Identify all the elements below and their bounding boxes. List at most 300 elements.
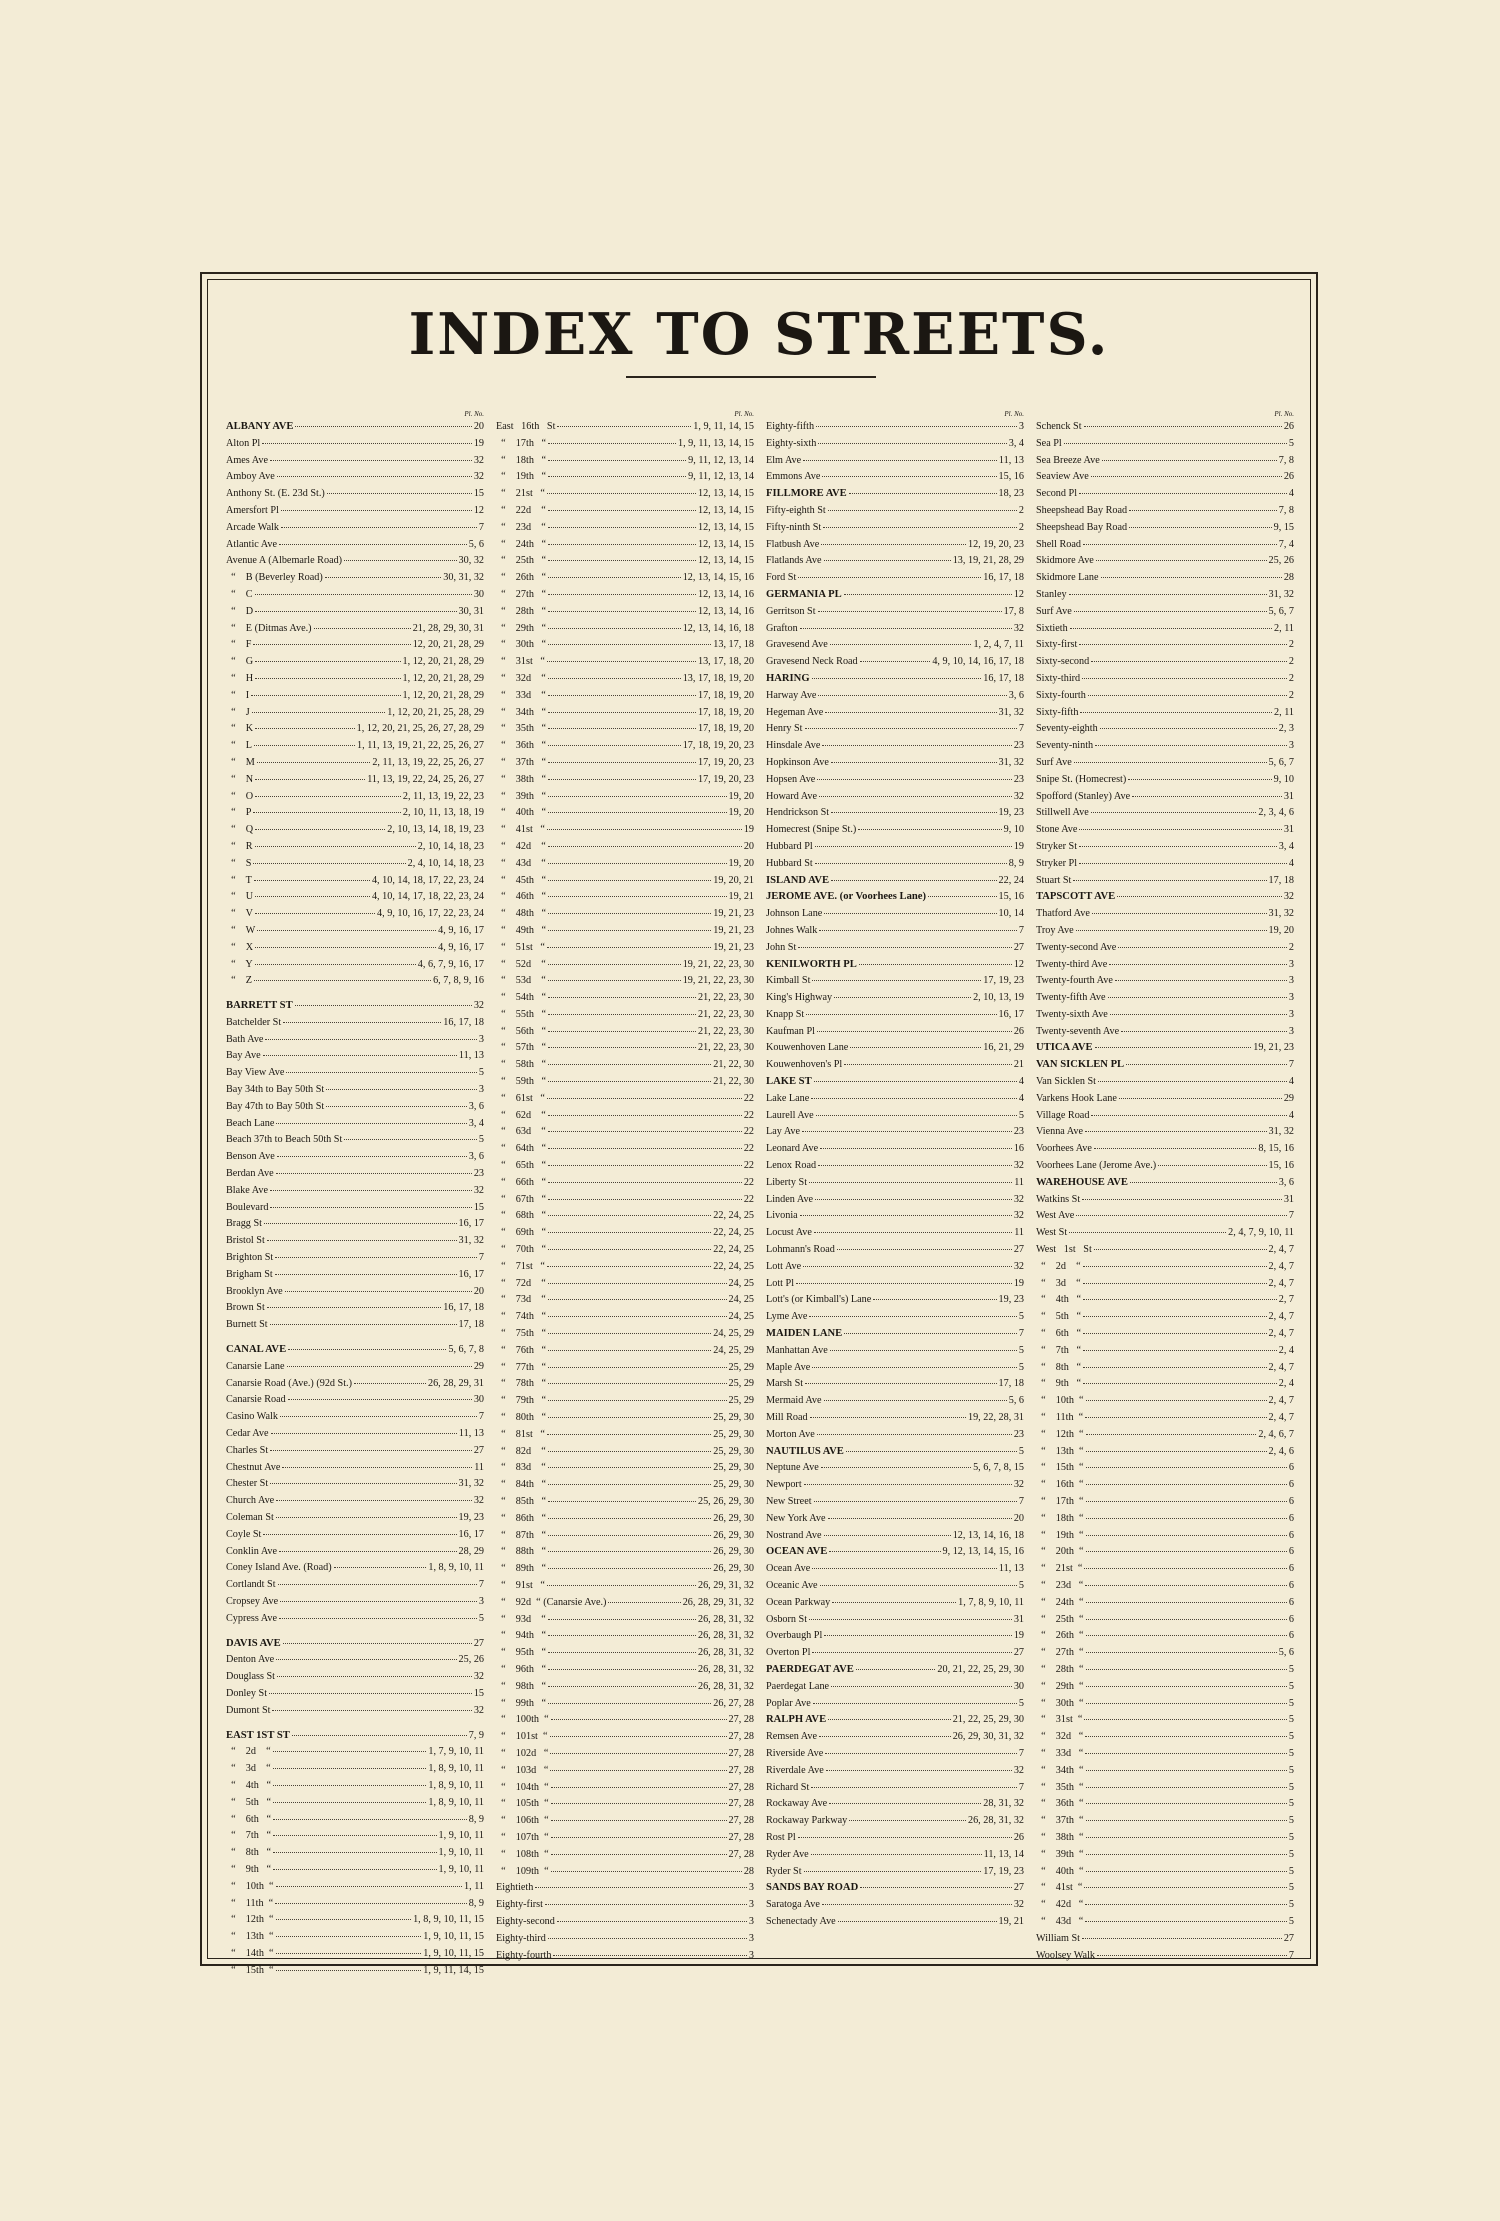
- plate-numbers: 16, 17, 18: [443, 1302, 484, 1314]
- plate-numbers: 15, 16: [1268, 1160, 1294, 1172]
- street-name: Voorhees Lane (Jerome Ave.): [1036, 1160, 1157, 1172]
- dot-leader: [255, 958, 416, 965]
- plate-numbers: 16, 17: [458, 1528, 484, 1540]
- dot-leader: [253, 857, 405, 864]
- plate-numbers: 17, 19, 23: [983, 1865, 1024, 1877]
- dot-leader: [255, 840, 416, 847]
- street-name: “ 59th “: [496, 1076, 547, 1088]
- dot-leader: [824, 1529, 951, 1536]
- street-name: “ F: [226, 639, 252, 651]
- index-entry: [1036, 1225, 1294, 1242]
- dot-leader: [812, 672, 982, 679]
- plate-numbers: 7: [478, 1252, 484, 1264]
- plate-numbers: 32: [1013, 1899, 1024, 1911]
- index-entry: [766, 1729, 1024, 1746]
- index-entry: [766, 436, 1024, 453]
- street-name: Lott's (or Kimball's) Lane: [766, 1294, 872, 1306]
- index-entry: [1036, 1847, 1294, 1864]
- dot-leader: [824, 554, 951, 561]
- street-name: “ M: [226, 756, 255, 768]
- dot-leader: [551, 1713, 727, 1720]
- plate-numbers: 20: [473, 1285, 484, 1297]
- plate-numbers: 5: [1018, 1311, 1024, 1323]
- street-name: Hendrickson St: [766, 807, 830, 819]
- street-name: Spofford (Stanley) Ave: [1036, 790, 1131, 802]
- index-entry: [766, 688, 1024, 705]
- index-entry: [766, 1864, 1024, 1881]
- index-entry: [1036, 822, 1294, 839]
- street-name: Second Pl: [1036, 488, 1078, 500]
- plate-numbers: 5: [1288, 1882, 1294, 1894]
- index-entry: [1036, 1578, 1294, 1595]
- plate-numbers: 2, 4: [1278, 1378, 1294, 1390]
- index-entry: [1036, 1259, 1294, 1276]
- dot-leader: [548, 1193, 742, 1200]
- dot-leader: [1086, 1428, 1257, 1435]
- index-entry: [1036, 436, 1294, 453]
- plate-numbers: 7: [1018, 1747, 1024, 1759]
- street-name: Rockaway Ave: [766, 1798, 828, 1810]
- index-entry: [226, 1652, 484, 1669]
- index-entry: [1036, 1645, 1294, 1662]
- index-entry: [766, 738, 1024, 755]
- plate-numbers: 1, 7, 8, 9, 10, 11: [958, 1596, 1024, 1608]
- street-name: Lyme Ave: [766, 1311, 808, 1323]
- plate-numbers: 2: [1288, 689, 1294, 701]
- plate-numbers: 5: [1288, 437, 1294, 449]
- index-entry: [766, 1444, 1024, 1461]
- street-name: Seventy-eighth: [1036, 723, 1098, 735]
- plate-numbers: 17, 19, 23: [983, 975, 1024, 987]
- dot-leader: [1086, 1697, 1287, 1704]
- street-name: EAST 1ST ST: [226, 1729, 290, 1741]
- dot-leader: [810, 1411, 966, 1418]
- street-name: “ U: [226, 891, 254, 903]
- plate-numbers: 3: [478, 1033, 484, 1045]
- street-name: Leonard Ave: [766, 1143, 819, 1155]
- plate-numbers: 26, 27, 28: [713, 1697, 754, 1709]
- dot-leader: [325, 571, 441, 578]
- street-name: “ 49th “: [496, 924, 547, 936]
- plate-numbers: 21, 22, 23, 30: [697, 1008, 754, 1020]
- street-name: Homecrest (Snipe St.): [766, 824, 857, 836]
- dot-leader: [817, 773, 1011, 780]
- dot-leader: [287, 1360, 472, 1367]
- street-name: “ 24th “: [1036, 1596, 1084, 1608]
- street-name: Bay 34th to Bay 50th St: [226, 1084, 325, 1096]
- plate-numbers: 17, 8: [1003, 605, 1024, 617]
- street-name: “ E (Ditmas Ave.): [226, 622, 312, 634]
- street-name: PAERDEGAT AVE: [766, 1663, 854, 1675]
- dot-leader: [255, 941, 436, 948]
- dot-leader: [270, 1444, 472, 1451]
- street-name: Henry St: [766, 723, 803, 735]
- index-entry: [766, 1460, 1024, 1477]
- plate-numbers: 22, 24, 25: [713, 1227, 754, 1239]
- dot-leader: [547, 655, 696, 662]
- index-entry: [766, 1914, 1024, 1931]
- plate-numbers: 4: [1018, 1076, 1024, 1088]
- plate-numbers: 26, 29, 30: [713, 1529, 754, 1541]
- plate-numbers: 5, 6: [468, 538, 484, 550]
- plate-numbers: 22: [743, 1092, 754, 1104]
- dot-leader: [254, 974, 431, 981]
- street-name: “ 78th “: [496, 1378, 547, 1390]
- dot-leader: [844, 1327, 1017, 1334]
- plate-numbers: 25, 29, 30: [713, 1445, 754, 1457]
- dot-leader: [548, 1613, 696, 1620]
- dot-leader: [1086, 1394, 1267, 1401]
- index-entry: [1036, 738, 1294, 755]
- street-name: “ 22d “: [496, 504, 546, 516]
- plate-numbers: 4: [1288, 488, 1294, 500]
- plate-numbers: 7: [1018, 723, 1024, 735]
- dot-leader: [548, 1209, 711, 1216]
- plate-numbers: 2: [1288, 941, 1294, 953]
- street-name: “ 23d “: [1036, 1579, 1084, 1591]
- index-entry: [226, 923, 484, 940]
- street-name: “ 92d “ (Canarsie Ave.): [496, 1596, 607, 1608]
- index-entry: [496, 856, 754, 873]
- street-name: Bath Ave: [226, 1033, 264, 1045]
- index-entry: [1036, 1696, 1294, 1713]
- plate-numbers: 17, 18, 19, 20: [697, 706, 754, 718]
- street-name: Johnson Lane: [766, 908, 823, 920]
- plate-numbers: 32: [473, 1495, 484, 1507]
- dot-leader: [548, 1495, 696, 1502]
- dot-leader: [548, 1025, 696, 1032]
- dot-leader: [811, 1848, 982, 1855]
- dot-leader: [815, 857, 1007, 864]
- plate-numbers: 12, 13, 14, 16: [697, 588, 754, 600]
- street-name: Flatlands Ave: [766, 555, 822, 567]
- dot-leader: [257, 756, 370, 763]
- street-name: UTICA AVE: [1036, 1042, 1093, 1054]
- dot-leader: [844, 588, 1012, 595]
- plate-numbers: 32: [1013, 790, 1024, 802]
- index-entry: [1036, 1141, 1294, 1158]
- plate-numbers: 25, 29: [728, 1361, 754, 1373]
- plate-numbers: 27: [1013, 1647, 1024, 1659]
- index-entry: [226, 1845, 484, 1862]
- dot-leader: [849, 1814, 966, 1821]
- index-entry: [496, 1360, 754, 1377]
- street-name: “ 3d “: [226, 1763, 271, 1775]
- index-entry: [496, 1376, 754, 1393]
- index-entry: [1036, 1108, 1294, 1125]
- street-name: “ T: [226, 874, 252, 886]
- dot-leader: [273, 1745, 427, 1752]
- index-entry: [226, 1392, 484, 1409]
- plate-numbers: 24, 25: [728, 1311, 754, 1323]
- index-entry: [1036, 1360, 1294, 1377]
- plate-numbers: 3, 4: [1008, 437, 1024, 449]
- plate-numbers: 3, 4: [1278, 840, 1294, 852]
- street-name: “ 31st “: [496, 656, 545, 668]
- street-name: “ 5th “: [226, 1796, 271, 1808]
- street-name: Eightieth: [496, 1882, 534, 1894]
- index-entry: [1036, 1124, 1294, 1141]
- dot-leader: [548, 857, 727, 864]
- street-name: JEROME AVE. (or Voorhees Lane): [766, 891, 926, 903]
- plate-numbers: 5: [1288, 1663, 1294, 1675]
- index-entry: [496, 1208, 754, 1225]
- dot-leader: [1083, 1310, 1267, 1317]
- dot-leader: [547, 1260, 711, 1267]
- index-entry: [766, 1024, 1024, 1041]
- index-entry: [496, 1276, 754, 1293]
- plate-numbers: 7: [478, 1579, 484, 1591]
- dot-leader: [1083, 1293, 1277, 1300]
- street-name: Poplar Ave: [766, 1697, 811, 1709]
- plate-numbers: 13, 17, 18, 19, 20: [682, 672, 754, 684]
- street-name: “ 65th “: [496, 1160, 547, 1172]
- plate-numbers: 12: [1013, 588, 1024, 600]
- plate-numbers: 11: [1014, 1176, 1024, 1188]
- index-entry: [1036, 587, 1294, 604]
- index-entry: [496, 805, 754, 822]
- dot-leader: [1074, 756, 1267, 763]
- index-entry: [766, 1074, 1024, 1091]
- street-name: “ 38th “: [496, 773, 547, 785]
- dot-leader: [547, 941, 711, 948]
- plate-numbers: 1, 12, 20, 21, 28, 29: [402, 672, 484, 684]
- plate-numbers: 4, 6, 7, 9, 16, 17: [417, 958, 484, 970]
- street-name: “ 109th “: [496, 1865, 549, 1877]
- plate-numbers: 25, 29, 30: [713, 1412, 754, 1424]
- dot-leader: [548, 1545, 711, 1552]
- index-entry: [226, 1342, 484, 1359]
- street-name: West Ave: [1036, 1210, 1075, 1222]
- street-name: SANDS BAY ROAD: [766, 1882, 859, 1894]
- dot-leader: [812, 1361, 1017, 1368]
- plate-numbers: 2: [1288, 672, 1294, 684]
- index-entry: [496, 1595, 754, 1612]
- index-entry: [766, 889, 1024, 906]
- plate-numbers: 31, 32: [998, 756, 1024, 768]
- street-name: Linden Ave: [766, 1193, 814, 1205]
- index-entry: [766, 1141, 1024, 1158]
- index-entry: [496, 621, 754, 638]
- plate-numbers: 16: [1013, 1143, 1024, 1155]
- plate-numbers: 27: [473, 1637, 484, 1649]
- index-entry: [1036, 1561, 1294, 1578]
- plate-numbers: 11: [1014, 1227, 1024, 1239]
- dot-leader: [548, 739, 681, 746]
- plate-numbers: 19, 20: [1268, 924, 1294, 936]
- dot-leader: [551, 1831, 727, 1838]
- plate-numbers: 8, 9: [468, 1813, 484, 1825]
- plate-numbers: 25, 29: [728, 1378, 754, 1390]
- index-entry: [496, 1914, 754, 1931]
- index-entry: [226, 772, 484, 789]
- index-entry: [1036, 469, 1294, 486]
- dot-leader: [548, 1008, 696, 1015]
- plate-numbers: 17, 18, 19, 20, 23: [682, 740, 754, 752]
- plate-numbers: 5: [1288, 1731, 1294, 1743]
- plate-numbers: 4, 9, 16, 17: [438, 941, 484, 953]
- plate-numbers: 5: [1288, 1680, 1294, 1692]
- dot-leader: [269, 1687, 472, 1694]
- dot-leader: [831, 1680, 1012, 1687]
- street-name: “ 100th “: [496, 1714, 549, 1726]
- street-name: “ 6th “: [226, 1813, 271, 1825]
- street-name: New York Ave: [766, 1512, 826, 1524]
- dot-leader: [548, 1932, 747, 1939]
- index-entry: [226, 604, 484, 621]
- street-name: Atlantic Ave: [226, 538, 278, 550]
- plate-numbers: 1, 9, 11, 13, 14, 15: [677, 437, 754, 449]
- plate-numbers: 1, 8, 9, 10, 11, 15: [413, 1914, 484, 1926]
- index-entry: [766, 1780, 1024, 1797]
- dot-leader: [1092, 907, 1267, 914]
- dot-leader: [1086, 1478, 1287, 1485]
- dot-leader: [273, 1863, 437, 1870]
- index-entry: [496, 553, 754, 570]
- dot-leader: [344, 1133, 477, 1140]
- street-name: “ 7th “: [1036, 1344, 1081, 1356]
- index-entry: [1036, 1864, 1294, 1881]
- index-entry: [496, 1511, 754, 1528]
- street-name: “ 88th “: [496, 1546, 547, 1558]
- index-entry: [226, 906, 484, 923]
- street-name: Gerritson St: [766, 605, 816, 617]
- index-entry: [1036, 1662, 1294, 1679]
- street-name: “ 104th “: [496, 1781, 549, 1793]
- dot-leader: [253, 638, 410, 645]
- index-entry: [226, 503, 484, 520]
- index-entry: [496, 419, 754, 436]
- dot-leader: [805, 722, 1017, 729]
- index-entry: [766, 503, 1024, 520]
- index-entry: [226, 436, 484, 453]
- dot-leader: [548, 588, 696, 595]
- index-entry: [766, 1511, 1024, 1528]
- index-entry: [496, 486, 754, 503]
- dot-leader: [1086, 1495, 1287, 1502]
- plate-numbers: 26, 29, 30, 31, 32: [952, 1731, 1024, 1743]
- dot-leader: [860, 655, 931, 662]
- index-entry: [766, 1528, 1024, 1545]
- index-entry: [1036, 1292, 1294, 1309]
- index-entry: [226, 1166, 484, 1183]
- index-entry: [766, 839, 1024, 856]
- dot-leader: [823, 521, 1017, 528]
- street-name: Maple Ave: [766, 1361, 811, 1373]
- plate-numbers: 23: [473, 1168, 484, 1180]
- street-name: Woolsey Walk: [1036, 1949, 1096, 1961]
- street-name: Sixty-first: [1036, 639, 1078, 651]
- plate-numbers: 19: [473, 437, 484, 449]
- dot-leader: [829, 1797, 981, 1804]
- dot-leader: [548, 756, 696, 763]
- index-entry: [496, 923, 754, 940]
- street-name: Chestnut Ave: [226, 1461, 281, 1473]
- street-name: “ W: [226, 924, 256, 936]
- dot-leader: [1084, 1881, 1287, 1888]
- dot-leader: [1082, 1193, 1282, 1200]
- index-entry: [496, 503, 754, 520]
- street-name: Locust Ave: [766, 1227, 812, 1239]
- index-entry: [1036, 1208, 1294, 1225]
- plate-numbers: 16, 17: [998, 1008, 1024, 1020]
- index-entry: [226, 889, 484, 906]
- plate-numbers: 26, 29, 30: [713, 1512, 754, 1524]
- index-entry: [766, 1628, 1024, 1645]
- index-entry: [1036, 990, 1294, 1007]
- index-entry: [1036, 940, 1294, 957]
- dot-leader: [1084, 1713, 1287, 1720]
- street-name: Berdan Ave: [226, 1168, 274, 1180]
- dot-leader: [548, 1394, 726, 1401]
- index-entry: [496, 587, 754, 604]
- dot-leader: [1080, 706, 1272, 713]
- dot-leader: [551, 1848, 727, 1855]
- plate-numbers: 23: [1013, 773, 1024, 785]
- index-entry: [766, 1242, 1024, 1259]
- plate-numbers: 4: [1288, 857, 1294, 869]
- dot-leader: [1070, 622, 1272, 629]
- plate-numbers: 32: [1013, 622, 1024, 634]
- dot-leader: [821, 538, 966, 545]
- street-name: Amersfort Pl: [226, 504, 279, 516]
- plate-numbers: 25, 29, 30: [713, 1428, 754, 1440]
- dot-leader: [818, 605, 1002, 612]
- street-name: “ 98th “: [496, 1680, 547, 1692]
- plate-numbers: 2, 4, 7, 9, 10, 11: [1228, 1227, 1294, 1239]
- dot-leader: [1086, 1781, 1287, 1788]
- plate-numbers: 6: [1288, 1512, 1294, 1524]
- dot-leader: [551, 1814, 727, 1821]
- plate-numbers: 27: [1013, 941, 1024, 953]
- plate-numbers: 11, 13: [998, 1563, 1024, 1575]
- dot-leader: [873, 1293, 996, 1300]
- index-entry: [496, 1175, 754, 1192]
- street-name: Marsh St: [766, 1378, 804, 1390]
- plate-numbers: 2, 4, 7: [1268, 1328, 1294, 1340]
- index-entry: [226, 822, 484, 839]
- plate-numbers: 21, 28, 29, 30, 31: [412, 622, 484, 634]
- dot-leader: [805, 1377, 996, 1384]
- street-name: HARING: [766, 672, 810, 684]
- street-name: Seventy-ninth: [1036, 740, 1094, 752]
- index-entry: [766, 1057, 1024, 1074]
- index-entry: [226, 1946, 484, 1963]
- index-entry: [766, 805, 1024, 822]
- plate-numbers: 3: [748, 1932, 754, 1944]
- plate-numbers: 17, 18, 19, 20: [697, 723, 754, 735]
- dot-leader: [548, 538, 696, 545]
- street-name: William St: [1036, 1932, 1081, 1944]
- plate-numbers: 5, 6: [1008, 1395, 1024, 1407]
- index-entry: [226, 1728, 484, 1745]
- plate-numbers: 13, 17, 18, 20: [697, 656, 754, 668]
- index-entry: [1036, 1796, 1294, 1813]
- street-name: VAN SICKLEN PL: [1036, 1059, 1125, 1071]
- street-name: “ 8th “: [1036, 1361, 1081, 1373]
- street-name: Saratoga Ave: [766, 1899, 820, 1911]
- street-name: Livonia: [766, 1210, 798, 1222]
- street-name: “ 19th “: [496, 471, 547, 483]
- page-title: INDEX TO STREETS.: [408, 301, 1110, 368]
- index-entry: [496, 520, 754, 537]
- dot-leader: [548, 470, 686, 477]
- dot-leader: [832, 1596, 956, 1603]
- dot-leader: [1108, 991, 1287, 998]
- index-entry: [1036, 1830, 1294, 1847]
- index-entry: [766, 940, 1024, 957]
- index-entry: [496, 1847, 754, 1864]
